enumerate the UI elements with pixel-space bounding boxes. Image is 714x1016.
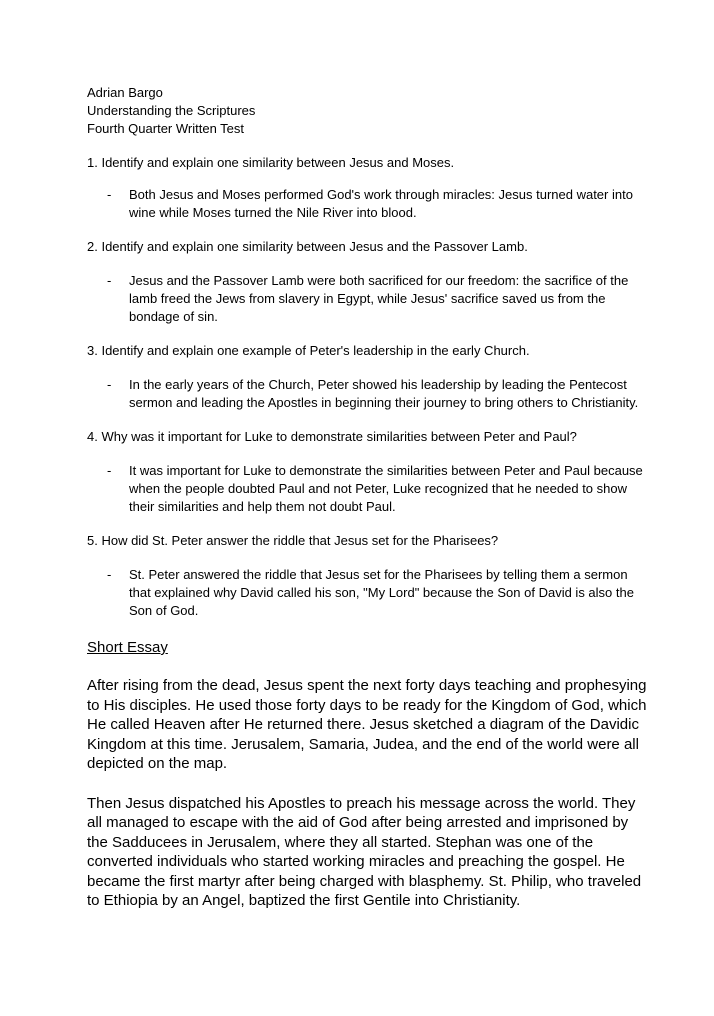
question-5: 5. How did St. Peter answer the riddle that Jesus set for the Pharisees? (87, 533, 499, 548)
question-3: 3. Identify and explain one example of Peter's leadership in the early Church. (87, 343, 530, 358)
test-name: Fourth Quarter Written Test (87, 121, 245, 136)
course-name: Understanding the Scriptures (87, 103, 256, 118)
answer-2 (87, 272, 647, 326)
essay-paragraph-2: Then Jesus dispatched his Apostles to preach his message across the world. They all managed to escape with the aid of God after being arrested and imprisoned by the Sadducees in Jerusalem, where they all started. Stephan was one of the converted individuals who started working miracles and preaching the gospel. He became the first martyr after being charged with blasphemy. St. Philip, who traveled to Ethiopia by an Angel, baptized the first Gentile into Christianity. (87, 794, 642, 909)
answer-4 (87, 462, 647, 516)
answer-3 (87, 376, 647, 412)
author-name: Adrian Bargo (87, 85, 163, 100)
document-page (87, 84, 647, 911)
essay-heading: Short Essay (87, 639, 168, 656)
answer-text: Both Jesus and Moses performed God's work through miracles: Jesus turned water into wine while Moses turned the Nile River into blood. (129, 187, 633, 220)
answer-5 (87, 566, 647, 620)
answer-text: In the early years of the Church, Peter showed his leadership by leading the Pentecost sermon and leading the Apostles in beginning their journey to bring others to Christianity. (129, 377, 639, 410)
bullet-dash: - (107, 463, 112, 478)
bullet-dash: - (107, 567, 112, 582)
answer-1 (87, 186, 647, 222)
question-1: 1. Identify and explain one similarity between Jesus and Moses. (87, 155, 455, 170)
question-4: 4. Why was it important for Luke to demonstrate similarities between Peter and Paul? (87, 429, 577, 444)
essay-paragraph-1: After rising from the dead, Jesus spent the next forty days teaching and prophesying to His disciples. He used those forty days to be ready for the Kingdom of God, which He called Heaven after He returned there. Jesus sketched a diagram of the Davidic Kingdom at this time. Jerusalem, Samaria, Judea, and the end of the world were all depicted on the map. (87, 677, 647, 772)
question-2: 2. Identify and explain one similarity between Jesus and the Passover Lamb. (87, 239, 528, 254)
answer-text: It was important for Luke to demonstrate the similarities between Peter and Paul because when the people doubted Paul and not Peter, Luke recognized that he needed to show their similarities and help them not doubt Paul. (129, 463, 643, 514)
answer-text: St. Peter answered the riddle that Jesus set for the Pharisees by telling them a sermon that explained why David called his son, "My Lord" because the Son of David is also the Son of God. (129, 567, 634, 618)
bullet-dash: - (107, 377, 112, 392)
answer-text: Jesus and the Passover Lamb were both sacrificed for our freedom: the sacrifice of the lamb freed the Jews from slavery in Egypt, while Jesus' sacrifice saved us from the bondage of sin. (129, 273, 629, 324)
bullet-dash: - (107, 273, 112, 288)
bullet-dash: - (107, 187, 112, 202)
